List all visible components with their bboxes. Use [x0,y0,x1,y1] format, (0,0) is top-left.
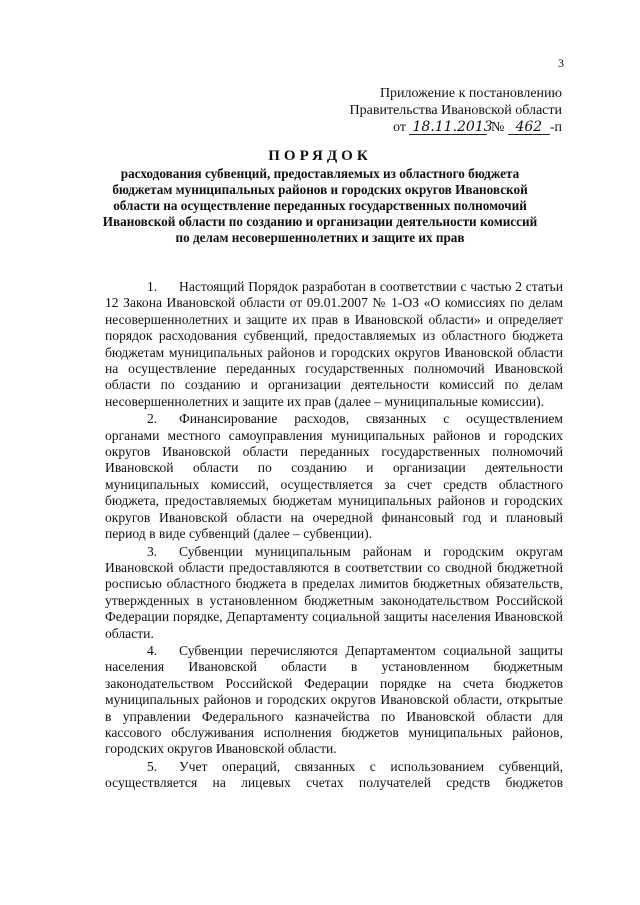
paragraph-4 [105,643,563,758]
paragraph-text: Настоящий Порядок разработан в соответствии с частью 2 статьи 12 Закона Ивановской области от 09.01.2007 № 1-ОЗ «О комиссиях по делам несовершеннолетних и защите их прав в Ивановской области» и определяет порядок расходования субвенций, предоставляемых из областного бюджета бюджетам муниципальных районов и городских округов Ивановской области на осуществление переданных государственных полномочий Ивановской области по созданию и организации деятельности комиссий по делам несовершеннолетних и защите их прав (далее – муниципальные комиссии). [105,279,563,409]
appendix-line-3 [232,119,562,136]
paragraph-number: 3. [147,543,158,559]
paragraph-2 [105,411,563,542]
number-label: № [490,120,505,135]
document-title: ПОРЯДОК [268,148,372,164]
document-body [105,279,563,793]
paragraph-text: Субвенции муниципальным районам и городским округам Ивановской области предоставляются в соответствии со сводной бюджетной росписью областного бюджета в пределах лимитов бюджетных обязательств, утвержденных в установленном бюджетным законодательством Российской Федерации порядке, Департаменту социальной защиты населения Ивановской области. [105,543,563,641]
number-suffix: -п [549,120,562,135]
paragraph-text: Финансирование расходов, связанных с осуществлением органами местного самоуправления муниципальных районов и городских округов Ивановской области переданных государственных полномочий Ивановской области по созданию и организации деятельности муниципальных комиссий, осуществляется за счет средств областного бюджета, предоставляемых бюджетам муниципальных районов и городских округов Ивановской области на очередной финансовый год и плановый период в виде субвенций (далее – субвенции). [105,411,563,542]
handwritten-date: 18.11.2013 [409,120,487,135]
paragraph-5 [105,759,563,792]
paragraph-3 [105,544,563,642]
paragraph-number: 4. [147,642,158,658]
page-number: 3 [558,56,564,70]
appendix-line-2: Правительства Ивановской области [349,103,562,118]
paragraph-number: 2. [147,411,158,427]
handwritten-number: 462 [508,120,550,135]
paragraph-1 [105,279,563,410]
appendix-line-1: Приложение к постановлению [379,86,562,101]
paragraph-number: 5. [147,758,158,774]
paragraph-text: Субвенции перечисляются Департаментом социальной защиты населения Ивановской области в установленном бюджетным законодательством Российской Федерации порядке на счета бюджетов муниципальных районов и городских округов Ивановской области, открытые в управлении Федерального казначейства по Ивановской области для кассового обслуживания исполнения бюджетов муниципальных районов, городских округов Ивановской области. [105,642,563,757]
paragraph-number: 1. [147,279,158,294]
from-label: от [393,120,406,135]
paragraph-text: Учет операций, связанных с использованием субвенций, осуществляется на лицевых счетах получателей средств бюджетов [105,758,563,791]
appendix-header [232,85,562,136]
document-subtitle: расходования субвенций, предоставляемых из областного бюджета бюджетам муниципальных районов и городских округов Ивановской области на осуществление переданных государственных полномочий Ивановской области по созданию и организации деятельности комиссий по делам несовершеннолетних и защите их прав [102,166,538,245]
